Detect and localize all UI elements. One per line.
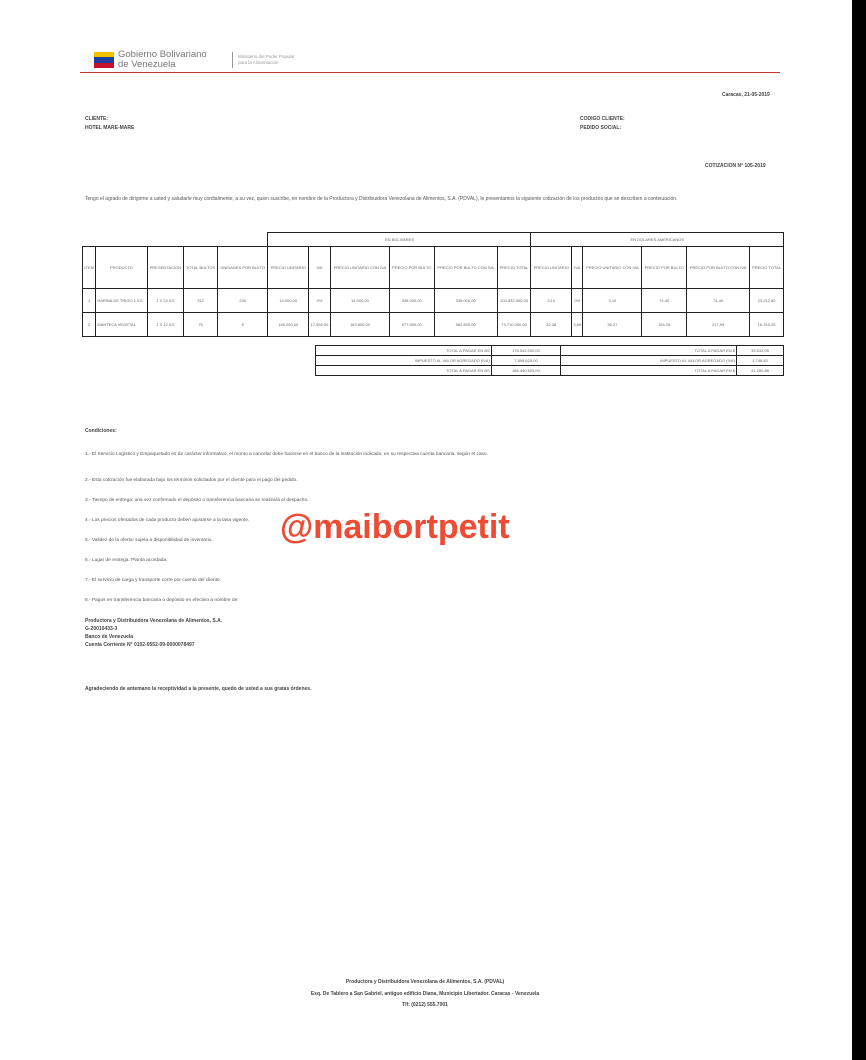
table-cell: 74,40 (687, 289, 750, 313)
column-header: PRECIO POR BULTO CON IVA (687, 247, 750, 289)
condition-item: 8.- Pagos en transferencia bancaria o depósito en efectivo a nombre de: (85, 598, 239, 603)
condition-item: 7.- El servicio de carga y transporte corre por cuenta del cliente. (85, 578, 221, 583)
table-cell: 1 X 12 KG (147, 313, 183, 337)
condition-item: 4.- Los precios ofertados de cada producto deben ajustarse a la tasa vigente. (85, 518, 250, 523)
column-header: PRECIO TOTAL (497, 247, 531, 289)
group-header-bs: EN BOLIVARES (268, 233, 531, 247)
table-cell: 240 (218, 289, 268, 313)
conditions-title: Condiciones: (85, 428, 117, 434)
table-cell: 32,38 (531, 313, 572, 337)
condition-item: 1.- El Servicio Logístico y Empaquetado es de carácter informativo, el monto a cancelar debe hacerse en el banco de la institución indicado, en su respectiva cuenta bancaria, según el caso. (85, 452, 488, 457)
totals-value: 186.440.625,00 (491, 366, 561, 376)
quote-number: COTIZACION N° 105-2019 (705, 163, 766, 169)
column-header: IVA (309, 247, 331, 289)
table-cell: 877.500,00 (389, 313, 434, 337)
column-header: ITEM (83, 247, 96, 289)
column-header: PRECIO UNITARIO CON IVA (331, 247, 390, 289)
table-cell: 0% (309, 289, 331, 313)
client-name: HOTEL MARE-MARE (85, 125, 135, 131)
condition-item: 6.- Lugar de entrega: Planta acordada. (85, 558, 168, 563)
intro-paragraph: Tengo el agrado de dirigirme a usted y saludarle muy cordialmente, a su vez, quien suscribe, en nombre de la Productora y Distribuidora Venezolana de Alimentos, S.A. (PDVAL), le presentamos la siguiente cotización de los productos que se describen a continuación. (85, 196, 678, 202)
table-cell: 74,40 (642, 289, 687, 313)
column-header-row (83, 247, 784, 289)
table-cell: 194,28 (642, 313, 687, 337)
social-order-label: PEDIDO SOCIAL: (580, 125, 622, 131)
table-cell: 73.710.000,00 (497, 313, 531, 337)
table-row (83, 289, 784, 313)
totals-value: 41.280,88 (736, 366, 783, 376)
column-header: PRECIO UNITARIO (531, 247, 572, 289)
table-cell: 0% (572, 289, 583, 313)
company-name: Productora y Distribuidora Venezolana de Alimentos, S.A. (85, 618, 223, 624)
column-header: PRESENTACION (147, 247, 183, 289)
totals-value: 1.748,83 (736, 356, 783, 366)
watermark: @maibortpetit (280, 508, 510, 546)
column-header: PRODUCTO (96, 247, 147, 289)
totals-table (315, 345, 784, 376)
table-cell: 3,89 (572, 313, 583, 337)
bank-name: Banco de Venezuela (85, 634, 134, 640)
table-cell: 14.000,00 (331, 289, 390, 313)
client-label: CLIENTE: (85, 116, 109, 122)
totals-value: 7.898.625,00 (491, 356, 561, 366)
table-cell: 2 (83, 313, 96, 337)
bank-account: Cuenta Corriente N° 0102-0552-09-0000078497 (85, 642, 195, 648)
totals-label: TOTAL A PAGAR EN BS (316, 346, 492, 356)
table-cell: 217,59 (687, 313, 750, 337)
venezuela-flag-icon (94, 52, 114, 68)
table-cell: 1 (83, 289, 96, 313)
column-header: IVA (572, 247, 583, 289)
column-header: PRECIO POR BULTO CON IVA (434, 247, 497, 289)
footer-address: Esq. De Tablero a San Gabriel, antiguo edificio Diana, Municipio Libertador. Caracas - Venezuela (310, 991, 540, 997)
table-cell: 312 (184, 289, 218, 313)
table-cell: 146.250,00 (268, 313, 309, 337)
table-cell: 336.000,00 (434, 289, 497, 313)
totals-value: 178.542.000,00 (491, 346, 561, 356)
table-cell: 17.550,00 (309, 313, 331, 337)
table-cell: HARINA DE TRIGO 1 KG (96, 289, 147, 313)
totals-label: TOTAL A PAGAR EN $ (561, 366, 737, 376)
logo-divider (232, 52, 233, 68)
totals-label: IMPUESTO AL VALOR AGREGADO (IVA) (316, 356, 492, 366)
table-cell: 336.000,00 (389, 289, 434, 313)
table-row (83, 313, 784, 337)
table-cell: 6 (218, 313, 268, 337)
column-header: PRECIO POR BULTO (389, 247, 434, 289)
column-header: PRECIO UNITARIO CON IVA (583, 247, 642, 289)
document-date: Caracas, 21-05-2019 (722, 92, 770, 98)
totals-label: TOTAL A PAGAR EN BS (316, 366, 492, 376)
footer-phone: Tlf: (0212) 555.7001 (402, 1002, 448, 1008)
footer-company: Productora y Distribuidora Venezolana de Alimentos, S.A. (PDVAL) (345, 979, 505, 985)
company-rif: G-20010433-3 (85, 626, 118, 632)
column-header: PRECIO TOTAL (750, 247, 784, 289)
column-header: TOTAL BULTOS (184, 247, 218, 289)
gov-title: Gobierno Bolivariano de Venezuela (118, 49, 207, 70)
table-cell: 75 (184, 313, 218, 337)
totals-value: 39.532,05 (736, 346, 783, 356)
column-header: PRECIO UNITARIO (268, 247, 309, 289)
condition-item: 2.- Esta cotización fue elaborada bajo los términos solicitados por el cliente para el pago del pedido. (85, 478, 298, 483)
totals-label: IMPUESTO AL VALOR AGREGADO (IVA) (561, 356, 737, 366)
table-cell: 982.800,00 (434, 313, 497, 337)
column-header: UNIDADES POR BULTO (218, 247, 268, 289)
condition-item: 5.- Validez de la oferta: sujeta a disponibilidad de inventario. (85, 538, 213, 543)
table-cell: 163.800,00 (331, 313, 390, 337)
header-rule (80, 72, 780, 73)
table-cell: 16.319,25 (750, 313, 784, 337)
table-cell: 14.000,00 (268, 289, 309, 313)
condition-item: 3.- Tiempo de entrega: una vez confirmado el depósito o transferencia bancaria se realizará el despacho. (85, 498, 309, 503)
table-cell: 104.832.000,00 (497, 289, 531, 313)
government-logo (92, 50, 352, 70)
totals-label: TOTAL A PAGAR EN $ (561, 346, 737, 356)
closing-text: Agradeciendo de antemano la receptividad a la presente, quedo de usted a sus gratas órdenes. (85, 686, 312, 692)
group-header-usd: EN DOLARES AMERICANOS (531, 233, 784, 247)
table-cell: 1 X 24 KG (147, 289, 183, 313)
client-code-label: CODIGO CLIENTE: (580, 116, 625, 122)
totals-row (316, 346, 784, 356)
column-header: PRECIO POR BULTO (642, 247, 687, 289)
quote-table (82, 232, 784, 337)
table-cell: 23.212,80 (750, 289, 784, 313)
table-cell: 36,27 (583, 313, 642, 337)
ministry-name: Ministerio del Poder Popular para la Alimentación (238, 54, 295, 65)
totals-row (316, 366, 784, 376)
totals-row (316, 356, 784, 366)
table-cell: 3,10 (531, 289, 572, 313)
table-cell: 3,10 (583, 289, 642, 313)
table-cell: MANTECA VEGETAL (96, 313, 147, 337)
